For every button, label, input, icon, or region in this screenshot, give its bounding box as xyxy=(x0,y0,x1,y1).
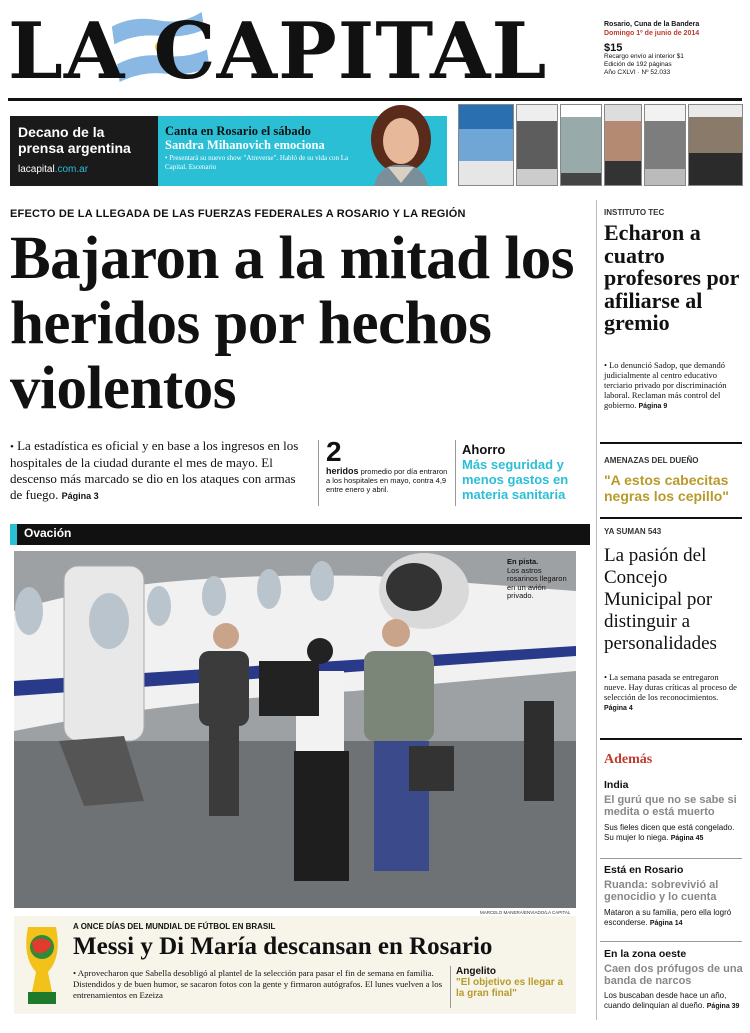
brief-title: En la zona oeste xyxy=(604,948,687,960)
edition-note: Recargo envío al interior $1 xyxy=(604,53,684,60)
brief-text xyxy=(604,823,744,843)
stat-number: 2 xyxy=(326,436,342,467)
promo-site-link[interactable] xyxy=(18,164,150,175)
r1-text xyxy=(604,360,739,412)
edition-note: Año CXLVI · Nº 52.033 xyxy=(604,69,671,76)
brief-title: India xyxy=(604,779,629,791)
edition-date: Domingo 1º de junio de 2014 xyxy=(604,30,700,37)
edition-price: $15 xyxy=(604,42,623,54)
page-reference: Página 39 xyxy=(706,1002,740,1010)
page-reference: Página 3 xyxy=(61,491,99,501)
supplement-cover[interactable] xyxy=(516,104,558,186)
main-lede xyxy=(10,438,310,504)
column-divider xyxy=(318,440,319,506)
promo-right-panel xyxy=(165,124,365,172)
r3-kicker: YA SUMAN 543 xyxy=(604,527,662,536)
photo-caption-title: En pista. xyxy=(507,557,539,566)
main-kicker: EFECTO DE LA LLEGADA DE LAS FUERZAS FEDERALES A ROSARIO Y LA REGIÓN xyxy=(10,208,466,220)
bullet-icon: • xyxy=(10,441,14,453)
photo-credit: MARCELO MANERA/ENVIADO/LA CAPITAL xyxy=(480,910,571,915)
section-accent xyxy=(10,524,17,545)
bullet-icon: • xyxy=(604,672,610,682)
column-divider xyxy=(455,440,456,506)
promo-dean-text: Decano de la prensa argentina xyxy=(18,124,131,156)
r2-kicker: AMENAZAS DEL DUEÑO xyxy=(604,456,699,465)
right-rule xyxy=(600,442,742,444)
photo-caption xyxy=(507,558,569,601)
brief-headline: Caen dos prófugos de una banda de narcos xyxy=(604,963,743,987)
brief-item[interactable] xyxy=(604,864,744,928)
photo-story-lede xyxy=(73,968,443,1001)
page-reference: Página 4 xyxy=(604,705,633,712)
main-photo[interactable] xyxy=(14,551,576,908)
ahorro-title: Ahorro xyxy=(462,442,506,457)
edition-info xyxy=(604,20,744,77)
singer-portrait-icon xyxy=(360,103,442,186)
ahorro-box xyxy=(462,442,587,502)
column-divider xyxy=(450,966,451,1008)
photo-story-lede-text: Aprovecharon que Sabella desobligó al plantel de la selección para pasar el fin de semana en familia. Distendidos y de buen humor, se sacaron fotos con la gente y firmaron autógrafos. El lunes vuelven a los entrenamientos en Ezeiza xyxy=(73,968,443,1000)
main-lede-text: La estadística es oficial y en base a los ingresos en los hospitales de la ciudad durante el mes de mayo. El descenso más marcado se dio en los ataques con armas de fuego. xyxy=(10,438,299,502)
r3-text-body: La semana pasada se entregaron nueve. Hay duras críticas al proceso de selección de los reconocimientos. xyxy=(604,672,737,702)
promo-text: • Presentará su nuevo show "Atreverse". Habló de su vida con La Capital. Escenario xyxy=(165,154,349,171)
brief-text xyxy=(604,908,744,928)
brief-headline: El gurú que no se sabe si medita o está muerto xyxy=(604,794,737,818)
section-bar xyxy=(10,524,590,545)
brief-rule xyxy=(600,941,742,942)
angelito-box xyxy=(456,966,574,999)
edition-city: Rosario, Cuna de la Bandera xyxy=(604,21,700,28)
brief-text-body: Sus fieles dicen que está congelado. Su mujer lo niega. xyxy=(604,823,735,842)
brief-item[interactable] xyxy=(604,948,744,1011)
section-label[interactable]: Ovación xyxy=(24,526,72,540)
main-headline[interactable]: Bajaron a la mitad los heridos por hechos violentos xyxy=(10,225,575,422)
promo-headline-1: Canta en Rosario el sábado xyxy=(165,124,311,138)
r1-headline[interactable]: Echaron a cuatro profesores por afiliarse al gremio xyxy=(604,220,740,335)
stat-text: promedio por día entraron a los hospitales en mayo, contra 4,9 entre enero y abril. xyxy=(326,467,448,494)
stat-label xyxy=(326,467,451,494)
page-reference: Página 9 xyxy=(638,403,668,410)
r3-text xyxy=(604,672,739,714)
ahorro-text[interactable]: Más seguridad y menos gastos en materia sanitaria xyxy=(462,457,569,502)
supplement-cover[interactable] xyxy=(458,104,514,186)
brief-headline: Ruanda: sobrevivió al genocidio y lo cuenta xyxy=(604,879,719,903)
page-reference: Página 45 xyxy=(670,834,704,842)
right-rule xyxy=(600,738,742,740)
masthead-rule xyxy=(8,98,742,101)
stat-box xyxy=(326,437,451,494)
right-column-divider xyxy=(596,200,597,1020)
promo-headline-2: Sandra Mihanovich emociona xyxy=(165,138,325,152)
brief-text-body: Mataron a su familia, pero ella logró esconderse. xyxy=(604,908,732,927)
newspaper-logo[interactable]: LA CAPITAL xyxy=(8,6,548,97)
supplement-cover[interactable] xyxy=(688,104,743,186)
world-cup-trophy-icon xyxy=(18,922,66,1007)
angelito-quote[interactable]: "El objetivo es llegar a la gran final" xyxy=(456,977,564,999)
brief-title: Está en Rosario xyxy=(604,864,684,876)
photo-caption-text: Los astros rosarinos llegaron en un avión privado. xyxy=(507,565,567,600)
r2-headline[interactable]: "A estos cabecitas negras los cepillo" xyxy=(604,472,729,504)
site-name: lacapital xyxy=(18,164,55,175)
edition-note: Edición de 192 páginas xyxy=(604,61,672,68)
brief-item[interactable] xyxy=(604,779,744,843)
supplement-cover[interactable] xyxy=(604,104,642,186)
brief-text-body: Los buscaban desde hace un año, cuando delinquían al dueño. xyxy=(604,991,727,1010)
promo-left-panel xyxy=(10,116,158,186)
stat-word: heridos xyxy=(326,466,359,476)
brief-text xyxy=(604,991,744,1011)
bullet-icon: • xyxy=(604,360,610,370)
page-reference: Página 14 xyxy=(649,919,683,927)
brief-rule xyxy=(600,858,742,859)
r3-headline[interactable]: La pasión del Concejo Municipal por distinguir a personalidades xyxy=(604,545,717,654)
supplement-covers[interactable] xyxy=(458,104,743,186)
photo-story-kicker: A ONCE DÍAS DEL MUNDIAL DE FÚTBOL EN BRASIL xyxy=(73,922,276,931)
masthead xyxy=(8,6,593,98)
angelito-name: Angelito xyxy=(456,966,496,977)
supplement-cover[interactable] xyxy=(560,104,602,186)
supplement-cover[interactable] xyxy=(644,104,686,186)
bullet-icon: • xyxy=(73,968,78,978)
ademas-heading: Además xyxy=(604,752,653,767)
right-rule xyxy=(600,517,742,519)
r1-text-body: Lo denunció Sadop, que demandó judicialmente al centro educativo terciario privado por discriminación laboral. Reclaman más control del gobierno. xyxy=(604,360,727,410)
edition-notes xyxy=(604,53,744,77)
site-tld: .com.ar xyxy=(54,164,89,175)
photo-story-headline[interactable]: Messi y Di María descansan en Rosario xyxy=(73,933,493,960)
r1-kicker: INSTITUTO TEC xyxy=(604,208,665,217)
